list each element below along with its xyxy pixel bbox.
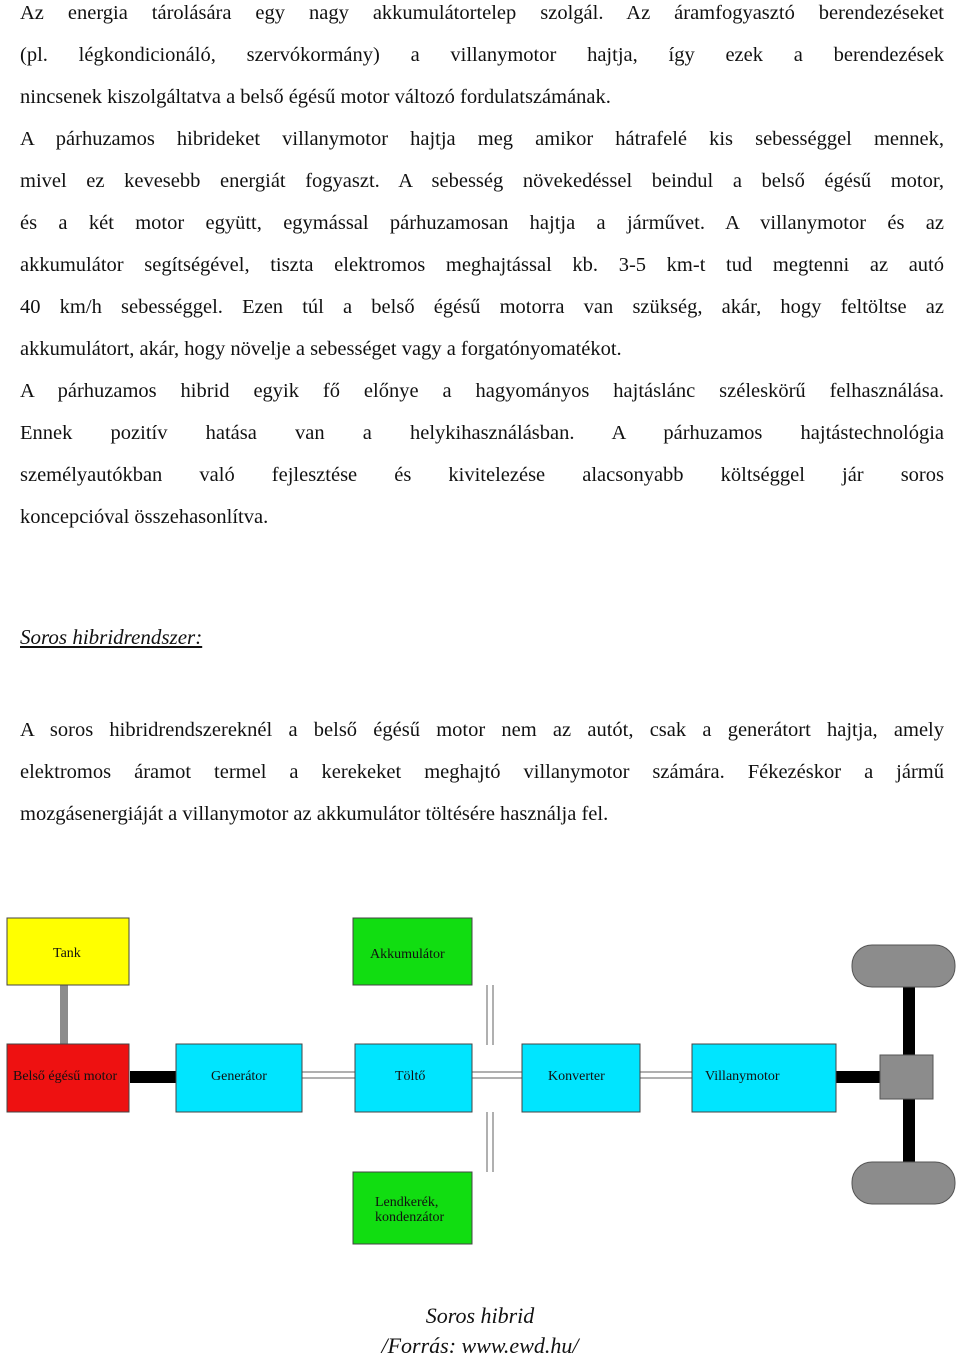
converter-label: Konverter [548,1069,605,1084]
charger-label: Töltő [395,1069,426,1084]
figure-caption: Soros hibrid [425,1303,535,1328]
tank-engine-connector [60,985,68,1045]
wheel-bottom [852,1162,955,1204]
paragraph-parallel-hybrid [20,0,944,538]
text-line: Az energia tárolására egy nagy akkumulátortelep szolgál. Az áramfogyasztó berendezéseket [20,2,944,24]
engine-box [7,1044,129,1112]
text-line: mozgásenergiáját a villanymotor az akkumulátor töltésére használja fel. [20,803,609,825]
text-line: 40 km/h sebességgel. Ezen túl a belső égésű motorra van szükség, akár, hogy feltöltse az [20,296,944,318]
text-line: A soros hibridrendszereknél a belső égésű motor nem az autót, csak a generátort hajtja, amely [20,719,944,741]
flywheel-label-line2: kondenzátor [375,1210,445,1225]
text-line: A párhuzamos hibrid egyik fő előnye a hagyományos hajtáslánc széleskörű felhasználása. [20,380,944,402]
text-line: akkumulátort, akár, hogy növelje a sebességet vagy a forgatónyomatékot. [20,338,622,360]
motor-box [692,1044,836,1112]
converter-box [522,1044,640,1112]
flywheel-label-line1: Lendkerék, [375,1195,439,1210]
differential [880,1055,933,1099]
engine-label: Belső égésű motor [13,1069,118,1084]
text-line: A párhuzamos hibrideket villanymotor hajtja meg amikor hátrafelé kis sebességgel mennek, [20,128,944,150]
text-line: elektromos áramot termel a kerekeket meghajtó villanymotor számára. Fékezéskor a jármű [20,761,944,783]
generator-label: Generátor [211,1069,267,1084]
drive-shaft [130,1071,176,1083]
text-line: nincsenek kiszolgáltatva a belső égésű motor változó fordulatszámának. [20,86,611,108]
text-line: akkumulátor segítségével, tiszta elektromos meghajtással kb. 3-5 km-t tud megtenni az autó [20,254,944,276]
tank-label: Tank [53,946,81,961]
paragraph-series-hybrid [20,709,944,835]
motor-shaft [836,1071,880,1083]
text-line: mivel ez kevesebb energiát fogyaszt. A sebesség növekedéssel beindul a belső égésű motor, [20,170,944,192]
text-line: és a két motor együtt, egymással párhuzamosan hajtja a járművet. A villanymotor és az [20,212,944,234]
tank-box [7,918,129,985]
generator-box [176,1044,302,1112]
section-heading: Soros hibridrendszer: [20,625,203,649]
flywheel-box [353,1172,472,1244]
battery-box [353,918,472,985]
text-line: (pl. légkondicionáló, szervókormány) a villanymotor hajtja, így ezek a berendezések [20,44,944,66]
series-hybrid-diagram [0,905,960,1225]
motor-label: Villanymotor [705,1069,780,1084]
text-line: személyautókban való fejlesztése és kivitelezése alacsonyabb költséggel jár soros [20,464,944,486]
text-line: koncepcióval összehasonlítva. [20,506,269,528]
figure-source: /Forrás: www.ewd.hu/ [381,1333,579,1358]
charger-box [355,1044,472,1112]
wheel-top [852,945,955,987]
text-line: Ennek pozitív hatása van a helykihasználásban. A párhuzamos hajtástechnológia [20,422,944,444]
battery-label: Akkumulátor [370,947,445,962]
